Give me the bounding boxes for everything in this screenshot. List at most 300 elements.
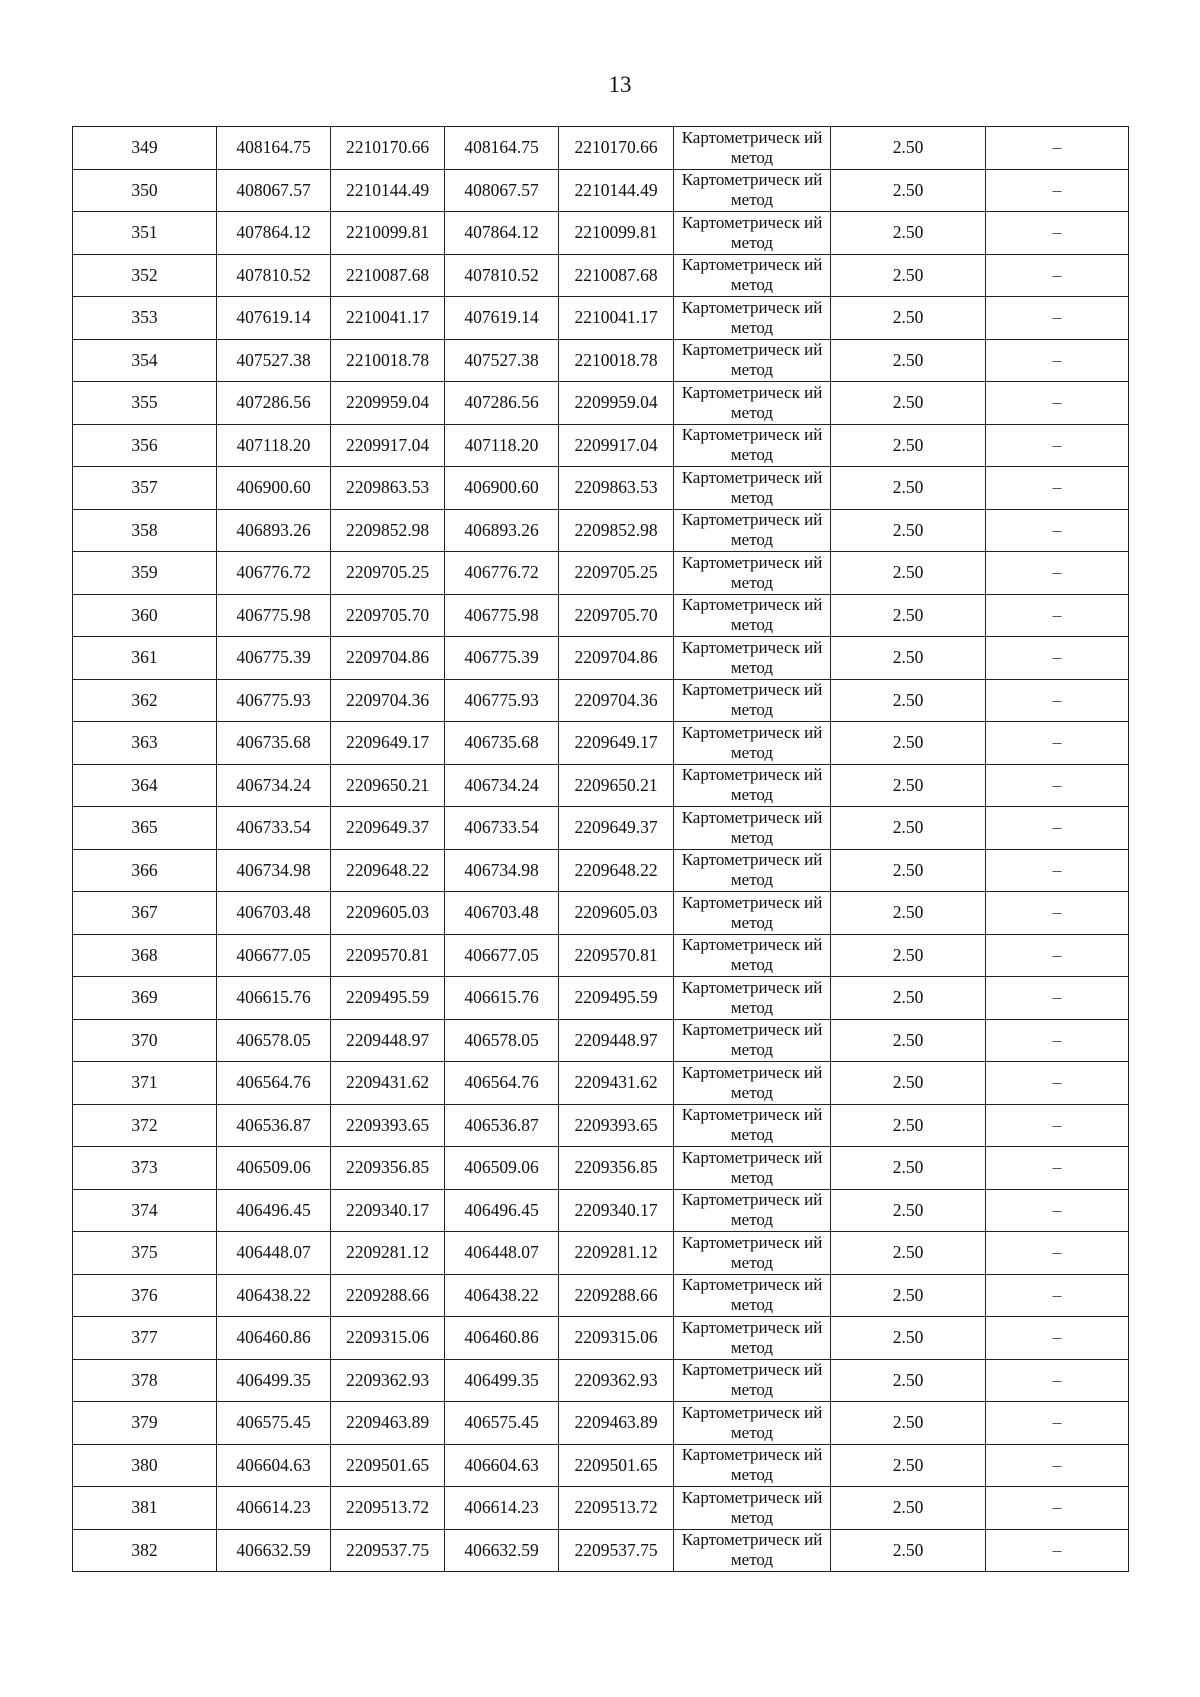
y-coordinate-repeat-cell: 2209393.65 — [559, 1104, 674, 1147]
x-coordinate-repeat-cell: 406604.63 — [445, 1444, 559, 1487]
y-coordinate-cell: 2209863.53 — [331, 467, 445, 510]
method-cell: Картометрическ ий метод — [674, 1529, 831, 1572]
note-cell: – — [986, 1062, 1129, 1105]
point-number-cell: 369 — [73, 977, 217, 1020]
table-row — [73, 1402, 1129, 1445]
point-number-cell: 368 — [73, 934, 217, 977]
note-cell: – — [986, 1104, 1129, 1147]
x-coordinate-repeat-cell: 406733.54 — [445, 807, 559, 850]
coordinates-table — [72, 126, 1129, 1572]
y-coordinate-cell: 2210087.68 — [331, 254, 445, 297]
point-number-cell: 365 — [73, 807, 217, 850]
y-coordinate-cell: 2209362.93 — [331, 1359, 445, 1402]
method-cell: Картометрическ ий метод — [674, 339, 831, 382]
point-number-cell: 350 — [73, 169, 217, 212]
note-cell: – — [986, 849, 1129, 892]
accuracy-cell: 2.50 — [831, 1529, 986, 1572]
y-coordinate-cell: 2209537.75 — [331, 1529, 445, 1572]
x-coordinate-cell: 407619.14 — [217, 297, 331, 340]
method-cell: Картометрическ ий метод — [674, 679, 831, 722]
method-cell: Картометрическ ий метод — [674, 1189, 831, 1232]
method-cell: Картометрическ ий метод — [674, 722, 831, 765]
note-cell: – — [986, 1232, 1129, 1275]
y-coordinate-cell: 2209605.03 — [331, 892, 445, 935]
accuracy-cell: 2.50 — [831, 382, 986, 425]
accuracy-cell: 2.50 — [831, 1274, 986, 1317]
x-coordinate-repeat-cell: 406564.76 — [445, 1062, 559, 1105]
method-cell: Картометрическ ий метод — [674, 424, 831, 467]
y-coordinate-cell: 2210099.81 — [331, 212, 445, 255]
note-cell: – — [986, 127, 1129, 170]
y-coordinate-cell: 2209917.04 — [331, 424, 445, 467]
y-coordinate-repeat-cell: 2209648.22 — [559, 849, 674, 892]
y-coordinate-repeat-cell: 2209356.85 — [559, 1147, 674, 1190]
y-coordinate-repeat-cell: 2209315.06 — [559, 1317, 674, 1360]
y-coordinate-repeat-cell: 2209362.93 — [559, 1359, 674, 1402]
note-cell: – — [986, 254, 1129, 297]
method-cell: Картометрическ ий метод — [674, 467, 831, 510]
accuracy-cell: 2.50 — [831, 1444, 986, 1487]
table-row — [73, 467, 1129, 510]
y-coordinate-repeat-cell: 2209513.72 — [559, 1487, 674, 1530]
accuracy-cell: 2.50 — [831, 722, 986, 765]
table-row — [73, 339, 1129, 382]
y-coordinate-cell: 2209501.65 — [331, 1444, 445, 1487]
x-coordinate-cell: 406775.39 — [217, 637, 331, 680]
y-coordinate-repeat-cell: 2209863.53 — [559, 467, 674, 510]
accuracy-cell: 2.50 — [831, 1359, 986, 1402]
x-coordinate-repeat-cell: 406438.22 — [445, 1274, 559, 1317]
y-coordinate-cell: 2209495.59 — [331, 977, 445, 1020]
point-number-cell: 349 — [73, 127, 217, 170]
x-coordinate-repeat-cell: 407810.52 — [445, 254, 559, 297]
note-cell: – — [986, 594, 1129, 637]
x-coordinate-cell: 406496.45 — [217, 1189, 331, 1232]
x-coordinate-cell: 406499.35 — [217, 1359, 331, 1402]
note-cell: – — [986, 892, 1129, 935]
y-coordinate-cell: 2209463.89 — [331, 1402, 445, 1445]
table-row — [73, 212, 1129, 255]
table-row — [73, 977, 1129, 1020]
y-coordinate-repeat-cell: 2209340.17 — [559, 1189, 674, 1232]
x-coordinate-cell: 406677.05 — [217, 934, 331, 977]
table-row — [73, 1189, 1129, 1232]
method-cell: Картометрическ ий метод — [674, 1402, 831, 1445]
note-cell: – — [986, 169, 1129, 212]
accuracy-cell: 2.50 — [831, 1317, 986, 1360]
point-number-cell: 357 — [73, 467, 217, 510]
accuracy-cell: 2.50 — [831, 127, 986, 170]
table-row — [73, 1232, 1129, 1275]
table-row — [73, 1317, 1129, 1360]
note-cell: – — [986, 382, 1129, 425]
method-cell: Картометрическ ий метод — [674, 1104, 831, 1147]
x-coordinate-cell: 406893.26 — [217, 509, 331, 552]
x-coordinate-repeat-cell: 408067.57 — [445, 169, 559, 212]
point-number-cell: 352 — [73, 254, 217, 297]
accuracy-cell: 2.50 — [831, 892, 986, 935]
note-cell: – — [986, 467, 1129, 510]
point-number-cell: 361 — [73, 637, 217, 680]
point-number-cell: 358 — [73, 509, 217, 552]
y-coordinate-cell: 2209570.81 — [331, 934, 445, 977]
point-number-cell: 378 — [73, 1359, 217, 1402]
note-cell: – — [986, 424, 1129, 467]
point-number-cell: 380 — [73, 1444, 217, 1487]
y-coordinate-cell: 2209288.66 — [331, 1274, 445, 1317]
y-coordinate-repeat-cell: 2209537.75 — [559, 1529, 674, 1572]
table-row — [73, 424, 1129, 467]
method-cell: Картометрическ ий метод — [674, 1487, 831, 1530]
accuracy-cell: 2.50 — [831, 1019, 986, 1062]
x-coordinate-repeat-cell: 407118.20 — [445, 424, 559, 467]
x-coordinate-repeat-cell: 407527.38 — [445, 339, 559, 382]
x-coordinate-cell: 407810.52 — [217, 254, 331, 297]
table-row — [73, 934, 1129, 977]
method-cell: Картометрическ ий метод — [674, 849, 831, 892]
table-row — [73, 297, 1129, 340]
note-cell: – — [986, 552, 1129, 595]
table-row — [73, 1019, 1129, 1062]
note-cell: – — [986, 722, 1129, 765]
x-coordinate-repeat-cell: 406575.45 — [445, 1402, 559, 1445]
table-row — [73, 127, 1129, 170]
page-number: 13 — [608, 72, 632, 97]
note-cell: – — [986, 1189, 1129, 1232]
accuracy-cell: 2.50 — [831, 254, 986, 297]
y-coordinate-cell: 2209649.17 — [331, 722, 445, 765]
y-coordinate-repeat-cell: 2209704.36 — [559, 679, 674, 722]
x-coordinate-cell: 406733.54 — [217, 807, 331, 850]
point-number-cell: 367 — [73, 892, 217, 935]
x-coordinate-cell: 406604.63 — [217, 1444, 331, 1487]
method-cell: Картометрическ ий метод — [674, 594, 831, 637]
table-row — [73, 1359, 1129, 1402]
point-number-cell: 351 — [73, 212, 217, 255]
point-number-cell: 363 — [73, 722, 217, 765]
note-cell: – — [986, 1274, 1129, 1317]
y-coordinate-cell: 2209281.12 — [331, 1232, 445, 1275]
accuracy-cell: 2.50 — [831, 849, 986, 892]
method-cell: Картометрическ ий метод — [674, 807, 831, 850]
note-cell: – — [986, 1019, 1129, 1062]
method-cell: Картометрическ ий метод — [674, 1232, 831, 1275]
method-cell: Картометрическ ий метод — [674, 764, 831, 807]
point-number-cell: 375 — [73, 1232, 217, 1275]
x-coordinate-repeat-cell: 406614.23 — [445, 1487, 559, 1530]
accuracy-cell: 2.50 — [831, 169, 986, 212]
x-coordinate-cell: 408067.57 — [217, 169, 331, 212]
note-cell: – — [986, 807, 1129, 850]
method-cell: Картометрическ ий метод — [674, 934, 831, 977]
y-coordinate-repeat-cell: 2209570.81 — [559, 934, 674, 977]
x-coordinate-repeat-cell: 406615.76 — [445, 977, 559, 1020]
x-coordinate-repeat-cell: 406775.98 — [445, 594, 559, 637]
method-cell: Картометрическ ий метод — [674, 1444, 831, 1487]
point-number-cell: 360 — [73, 594, 217, 637]
point-number-cell: 355 — [73, 382, 217, 425]
x-coordinate-cell: 406900.60 — [217, 467, 331, 510]
note-cell: – — [986, 1487, 1129, 1530]
x-coordinate-repeat-cell: 408164.75 — [445, 127, 559, 170]
table-row — [73, 509, 1129, 552]
x-coordinate-cell: 406536.87 — [217, 1104, 331, 1147]
note-cell: – — [986, 977, 1129, 1020]
y-coordinate-repeat-cell: 2209501.65 — [559, 1444, 674, 1487]
y-coordinate-repeat-cell: 2209431.62 — [559, 1062, 674, 1105]
point-number-cell: 379 — [73, 1402, 217, 1445]
y-coordinate-cell: 2209356.85 — [331, 1147, 445, 1190]
point-number-cell: 371 — [73, 1062, 217, 1105]
table-row — [73, 807, 1129, 850]
method-cell: Картометрическ ий метод — [674, 1019, 831, 1062]
accuracy-cell: 2.50 — [831, 1487, 986, 1530]
y-coordinate-cell: 2209340.17 — [331, 1189, 445, 1232]
point-number-cell: 374 — [73, 1189, 217, 1232]
x-coordinate-cell: 406578.05 — [217, 1019, 331, 1062]
note-cell: – — [986, 934, 1129, 977]
y-coordinate-cell: 2209705.70 — [331, 594, 445, 637]
note-cell: – — [986, 764, 1129, 807]
x-coordinate-repeat-cell: 406776.72 — [445, 552, 559, 595]
y-coordinate-repeat-cell: 2209650.21 — [559, 764, 674, 807]
method-cell: Картометрическ ий метод — [674, 1062, 831, 1105]
x-coordinate-cell: 406614.23 — [217, 1487, 331, 1530]
accuracy-cell: 2.50 — [831, 467, 986, 510]
y-coordinate-repeat-cell: 2209705.25 — [559, 552, 674, 595]
point-number-cell: 366 — [73, 849, 217, 892]
accuracy-cell: 2.50 — [831, 1189, 986, 1232]
y-coordinate-cell: 2209448.97 — [331, 1019, 445, 1062]
point-number-cell: 370 — [73, 1019, 217, 1062]
x-coordinate-repeat-cell: 406496.45 — [445, 1189, 559, 1232]
y-coordinate-cell: 2209649.37 — [331, 807, 445, 850]
table-row — [73, 382, 1129, 425]
table-row — [73, 254, 1129, 297]
x-coordinate-repeat-cell: 406734.24 — [445, 764, 559, 807]
method-cell: Картометрическ ий метод — [674, 552, 831, 595]
y-coordinate-repeat-cell: 2209704.86 — [559, 637, 674, 680]
table-row — [73, 1487, 1129, 1530]
y-coordinate-cell: 2209704.86 — [331, 637, 445, 680]
coordinates-table-body — [73, 127, 1129, 1572]
x-coordinate-repeat-cell: 406677.05 — [445, 934, 559, 977]
x-coordinate-cell: 406460.86 — [217, 1317, 331, 1360]
method-cell: Картометрическ ий метод — [674, 977, 831, 1020]
y-coordinate-cell: 2209705.25 — [331, 552, 445, 595]
y-coordinate-cell: 2209393.65 — [331, 1104, 445, 1147]
accuracy-cell: 2.50 — [831, 339, 986, 382]
y-coordinate-repeat-cell: 2210144.49 — [559, 169, 674, 212]
accuracy-cell: 2.50 — [831, 977, 986, 1020]
y-coordinate-repeat-cell: 2209649.17 — [559, 722, 674, 765]
y-coordinate-repeat-cell: 2209959.04 — [559, 382, 674, 425]
table-row — [73, 1062, 1129, 1105]
method-cell: Картометрическ ий метод — [674, 1317, 831, 1360]
point-number-cell: 373 — [73, 1147, 217, 1190]
method-cell: Картометрическ ий метод — [674, 1274, 831, 1317]
point-number-cell: 381 — [73, 1487, 217, 1530]
x-coordinate-repeat-cell: 406735.68 — [445, 722, 559, 765]
x-coordinate-repeat-cell: 406448.07 — [445, 1232, 559, 1275]
table-row — [73, 722, 1129, 765]
note-cell: – — [986, 297, 1129, 340]
accuracy-cell: 2.50 — [831, 212, 986, 255]
y-coordinate-cell: 2209959.04 — [331, 382, 445, 425]
x-coordinate-repeat-cell: 406900.60 — [445, 467, 559, 510]
table-row — [73, 1104, 1129, 1147]
method-cell: Картометрическ ий метод — [674, 382, 831, 425]
table-row — [73, 637, 1129, 680]
x-coordinate-cell: 408164.75 — [217, 127, 331, 170]
y-coordinate-repeat-cell: 2209288.66 — [559, 1274, 674, 1317]
point-number-cell: 376 — [73, 1274, 217, 1317]
accuracy-cell: 2.50 — [831, 637, 986, 680]
x-coordinate-cell: 407527.38 — [217, 339, 331, 382]
y-coordinate-cell: 2209704.36 — [331, 679, 445, 722]
x-coordinate-cell: 406775.98 — [217, 594, 331, 637]
x-coordinate-repeat-cell: 407864.12 — [445, 212, 559, 255]
accuracy-cell: 2.50 — [831, 1147, 986, 1190]
y-coordinate-cell: 2210018.78 — [331, 339, 445, 382]
x-coordinate-repeat-cell: 406578.05 — [445, 1019, 559, 1062]
table-row — [73, 892, 1129, 935]
table-row — [73, 679, 1129, 722]
accuracy-cell: 2.50 — [831, 679, 986, 722]
point-number-cell: 353 — [73, 297, 217, 340]
x-coordinate-repeat-cell: 406460.86 — [445, 1317, 559, 1360]
x-coordinate-cell: 406776.72 — [217, 552, 331, 595]
point-number-cell: 356 — [73, 424, 217, 467]
x-coordinate-repeat-cell: 406536.87 — [445, 1104, 559, 1147]
y-coordinate-repeat-cell: 2209463.89 — [559, 1402, 674, 1445]
x-coordinate-repeat-cell: 406893.26 — [445, 509, 559, 552]
x-coordinate-cell: 406438.22 — [217, 1274, 331, 1317]
point-number-cell: 364 — [73, 764, 217, 807]
x-coordinate-cell: 406564.76 — [217, 1062, 331, 1105]
y-coordinate-cell: 2209648.22 — [331, 849, 445, 892]
accuracy-cell: 2.50 — [831, 297, 986, 340]
method-cell: Картометрическ ий метод — [674, 1147, 831, 1190]
x-coordinate-repeat-cell: 406632.59 — [445, 1529, 559, 1572]
y-coordinate-cell: 2209431.62 — [331, 1062, 445, 1105]
y-coordinate-cell: 2209513.72 — [331, 1487, 445, 1530]
y-coordinate-repeat-cell: 2210170.66 — [559, 127, 674, 170]
y-coordinate-repeat-cell: 2209495.59 — [559, 977, 674, 1020]
x-coordinate-cell: 407286.56 — [217, 382, 331, 425]
note-cell: – — [986, 509, 1129, 552]
y-coordinate-repeat-cell: 2210099.81 — [559, 212, 674, 255]
note-cell: – — [986, 1444, 1129, 1487]
y-coordinate-repeat-cell: 2209448.97 — [559, 1019, 674, 1062]
table-row — [73, 1529, 1129, 1572]
y-coordinate-repeat-cell: 2210041.17 — [559, 297, 674, 340]
x-coordinate-cell: 406703.48 — [217, 892, 331, 935]
accuracy-cell: 2.50 — [831, 764, 986, 807]
point-number-cell: 354 — [73, 339, 217, 382]
accuracy-cell: 2.50 — [831, 424, 986, 467]
x-coordinate-repeat-cell: 406775.39 — [445, 637, 559, 680]
y-coordinate-cell: 2210041.17 — [331, 297, 445, 340]
method-cell: Картометрическ ий метод — [674, 637, 831, 680]
method-cell: Картометрическ ий метод — [674, 254, 831, 297]
y-coordinate-cell: 2209852.98 — [331, 509, 445, 552]
table-row — [73, 1147, 1129, 1190]
note-cell: – — [986, 1359, 1129, 1402]
method-cell: Картометрическ ий метод — [674, 169, 831, 212]
note-cell: – — [986, 1529, 1129, 1572]
accuracy-cell: 2.50 — [831, 1402, 986, 1445]
y-coordinate-cell: 2209650.21 — [331, 764, 445, 807]
point-number-cell: 382 — [73, 1529, 217, 1572]
x-coordinate-cell: 406615.76 — [217, 977, 331, 1020]
x-coordinate-repeat-cell: 406499.35 — [445, 1359, 559, 1402]
accuracy-cell: 2.50 — [831, 1104, 986, 1147]
method-cell: Картометрическ ий метод — [674, 297, 831, 340]
point-number-cell: 372 — [73, 1104, 217, 1147]
note-cell: – — [986, 1147, 1129, 1190]
table-row — [73, 552, 1129, 595]
y-coordinate-cell: 2210170.66 — [331, 127, 445, 170]
y-coordinate-repeat-cell: 2209281.12 — [559, 1232, 674, 1275]
x-coordinate-repeat-cell: 406509.06 — [445, 1147, 559, 1190]
accuracy-cell: 2.50 — [831, 807, 986, 850]
note-cell: – — [986, 339, 1129, 382]
x-coordinate-cell: 407118.20 — [217, 424, 331, 467]
note-cell: – — [986, 637, 1129, 680]
method-cell: Картометрическ ий метод — [674, 1359, 831, 1402]
x-coordinate-cell: 406775.93 — [217, 679, 331, 722]
method-cell: Картометрическ ий метод — [674, 509, 831, 552]
y-coordinate-repeat-cell: 2209705.70 — [559, 594, 674, 637]
accuracy-cell: 2.50 — [831, 552, 986, 595]
y-coordinate-repeat-cell: 2209649.37 — [559, 807, 674, 850]
x-coordinate-cell: 406509.06 — [217, 1147, 331, 1190]
x-coordinate-cell: 406734.98 — [217, 849, 331, 892]
note-cell: – — [986, 679, 1129, 722]
accuracy-cell: 2.50 — [831, 509, 986, 552]
method-cell: Картометрическ ий метод — [674, 127, 831, 170]
accuracy-cell: 2.50 — [831, 934, 986, 977]
y-coordinate-repeat-cell: 2209605.03 — [559, 892, 674, 935]
table-row — [73, 1444, 1129, 1487]
x-coordinate-cell: 406632.59 — [217, 1529, 331, 1572]
note-cell: – — [986, 212, 1129, 255]
x-coordinate-repeat-cell: 407286.56 — [445, 382, 559, 425]
accuracy-cell: 2.50 — [831, 1232, 986, 1275]
point-number-cell: 377 — [73, 1317, 217, 1360]
x-coordinate-cell: 406448.07 — [217, 1232, 331, 1275]
y-coordinate-cell: 2210144.49 — [331, 169, 445, 212]
y-coordinate-repeat-cell: 2210087.68 — [559, 254, 674, 297]
y-coordinate-repeat-cell: 2209917.04 — [559, 424, 674, 467]
table-row — [73, 594, 1129, 637]
note-cell: – — [986, 1402, 1129, 1445]
x-coordinate-cell: 407864.12 — [217, 212, 331, 255]
point-number-cell: 362 — [73, 679, 217, 722]
x-coordinate-repeat-cell: 406734.98 — [445, 849, 559, 892]
y-coordinate-repeat-cell: 2209852.98 — [559, 509, 674, 552]
y-coordinate-repeat-cell: 2210018.78 — [559, 339, 674, 382]
table-row — [73, 849, 1129, 892]
note-cell: – — [986, 1317, 1129, 1360]
accuracy-cell: 2.50 — [831, 594, 986, 637]
x-coordinate-repeat-cell: 406703.48 — [445, 892, 559, 935]
x-coordinate-cell: 406735.68 — [217, 722, 331, 765]
accuracy-cell: 2.50 — [831, 1062, 986, 1105]
method-cell: Картометрическ ий метод — [674, 892, 831, 935]
table-row — [73, 764, 1129, 807]
